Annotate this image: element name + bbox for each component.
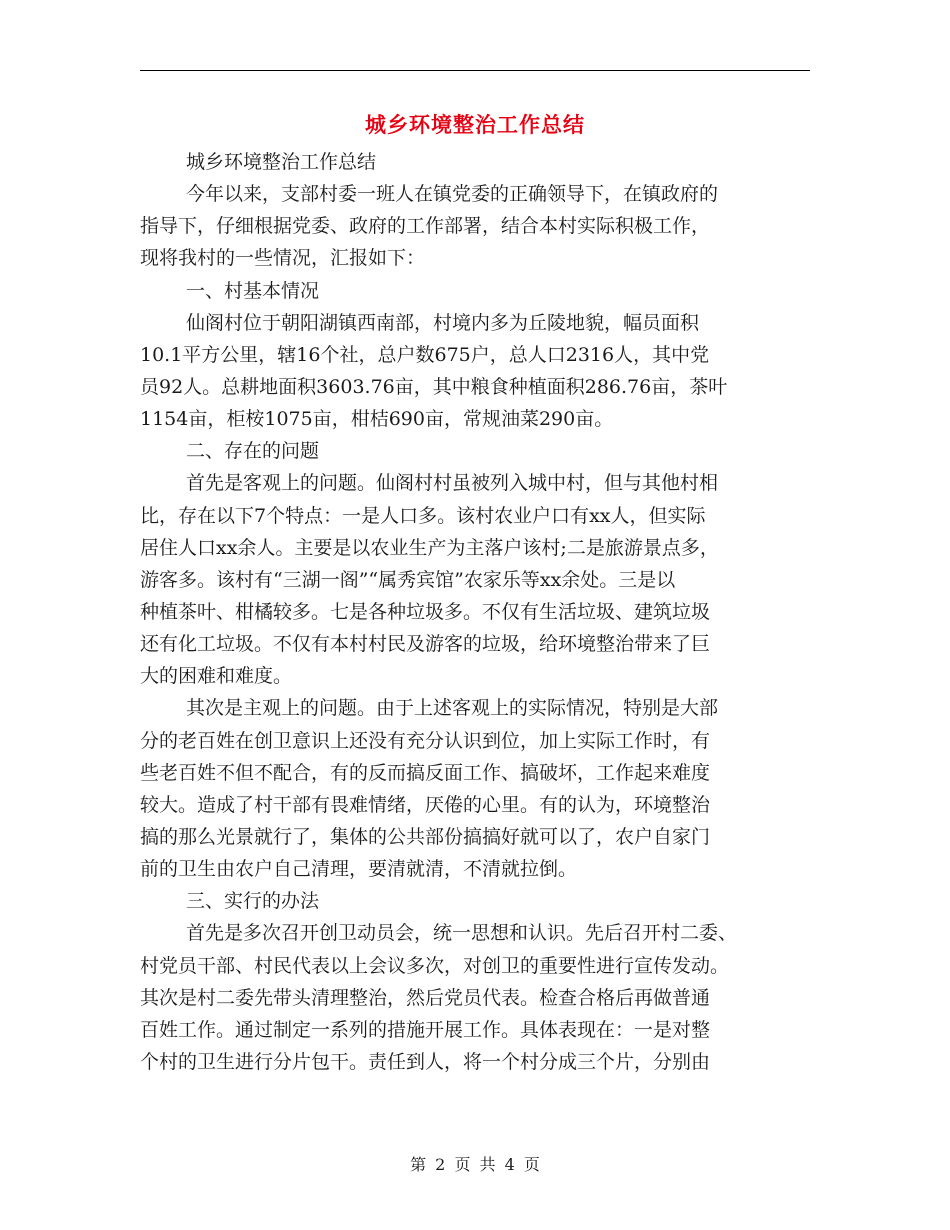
header-rule bbox=[140, 70, 810, 71]
document-title: 城乡环境整治工作总结 bbox=[365, 112, 585, 137]
body-line: 三、实行的办法 bbox=[186, 890, 320, 913]
body-line: 10.1平方公里，辖16个社，总户数675户，总人口2316人，其中党 bbox=[140, 343, 710, 366]
body-line: 其次是村二委先带头清理整治，然后党员代表。检查合格后再做普通 bbox=[140, 986, 711, 1009]
body-line: 比，存在以下7个特点：一是人口多。该村农业户口有xx人，但实际 bbox=[140, 504, 706, 527]
body-line: 个村的卫生进行分片包干。责任到人，将一个村分成三个片，分别由 bbox=[140, 1050, 711, 1073]
body-line: 百姓工作。通过制定一系列的措施开展工作。具体表现在：一是对整 bbox=[140, 1018, 711, 1041]
body-line: 仙阁村位于朝阳湖镇西南部，村境内多为丘陵地貌，幅员面积 bbox=[186, 311, 700, 334]
body-line: 现将我村的一些情况，汇报如下： bbox=[140, 247, 426, 270]
body-line: 游客多。该村有“三湖一阁”“属秀宾馆”农家乐等xx余处。三是以 bbox=[140, 568, 676, 591]
body-line: 城乡环境整治工作总结 bbox=[186, 151, 377, 173]
body-line: 村党员干部、村民代表以上会议多次，对创卫的重要性进行宣传发动。 bbox=[140, 954, 730, 977]
body-line: 首先是多次召开创卫动员会，统一思想和认识。先后召开村二委、 bbox=[186, 922, 738, 945]
body-line: 些老百姓不但不配合，有的反而搞反面工作、搞破坏，工作起来难度 bbox=[140, 761, 711, 784]
body-line: 大的困难和难度。 bbox=[140, 665, 293, 688]
body-line: 员92人。总耕地面积3603.76亩，其中粮食种植面积286.76亩，茶叶 bbox=[140, 375, 728, 398]
page-footer: 第 2 页 共 4 页 bbox=[410, 1155, 540, 1174]
body-line: 种植茶叶、柑橘较多。七是各种垃圾多。不仅有生活垃圾、建筑垃圾 bbox=[140, 600, 711, 623]
body-line: 分的老百姓在创卫意识上还没有充分认识到位，加上实际工作时，有 bbox=[140, 729, 711, 752]
body-line: 较大。造成了村干部有畏难情绪，厌倦的心里。有的认为，环境整治 bbox=[140, 793, 711, 816]
body-line: 二、存在的问题 bbox=[186, 440, 320, 463]
body-line: 今年以来，支部村委一班人在镇党委的正确领导下，在镇政府的 bbox=[186, 183, 719, 206]
body-line: 居住人口xx余人。主要是以农业生产为主落户该村;二是旅游景点多， bbox=[140, 536, 719, 559]
body-line: 还有化工垃圾。不仅有本村村民及游客的垃圾，给环境整治带来了巨 bbox=[140, 633, 711, 656]
body-line: 搞的那么光景就行了，集体的公共部份搞搞好就可以了，农户自家门 bbox=[140, 825, 711, 848]
body-line: 1154亩，柜桉1075亩，柑桔690亩，常规油菜290亩。 bbox=[140, 408, 614, 431]
body-line: 首先是客观上的问题。仙阁村村虽被列入城中村，但与其他村相 bbox=[186, 472, 719, 495]
body-line: 指导下，仔细根据党委、政府的工作部署，结合本村实际积极工作， bbox=[140, 215, 711, 238]
body-line: 前的卫生由农户自己清理，要清就清，不清就拉倒。 bbox=[140, 858, 578, 881]
document-body bbox=[140, 146, 800, 1078]
body-line: 一、村基本情况 bbox=[186, 279, 320, 302]
body-line: 其次是主观上的问题。由于上述客观上的实际情况，特别是大部 bbox=[186, 697, 719, 720]
